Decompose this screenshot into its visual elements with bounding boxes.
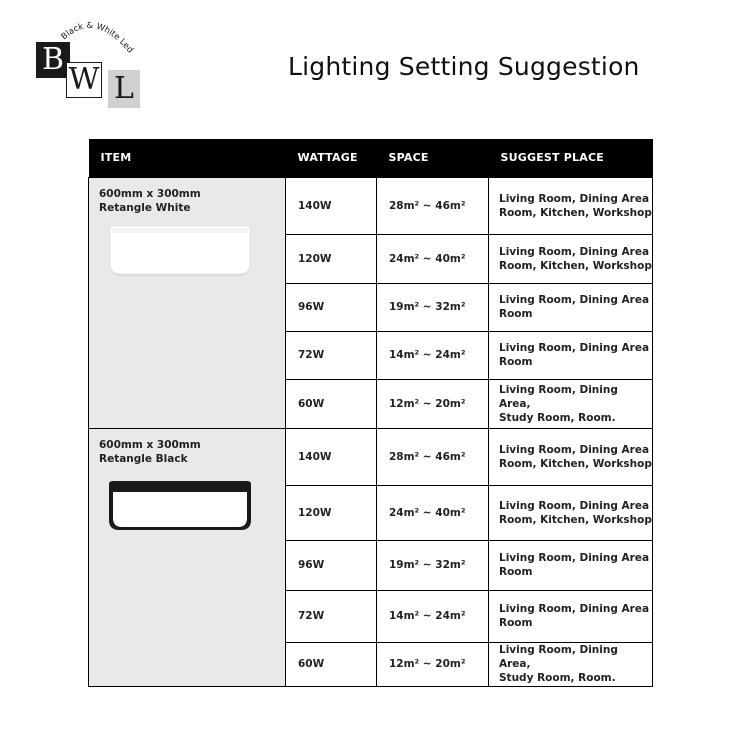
space-cell: 28m² ~ 46m² bbox=[377, 428, 489, 485]
suggest-place-line2: Study Room, Room. bbox=[499, 672, 616, 684]
wattage-cell: 72W bbox=[286, 331, 377, 379]
suggest-place-cell bbox=[489, 283, 653, 331]
space-cell: 19m² ~ 32m² bbox=[377, 283, 489, 331]
space-cell: 14m² ~ 24m² bbox=[377, 590, 489, 642]
logo-letter-b: B bbox=[36, 42, 70, 78]
header-space: SPACE bbox=[377, 139, 489, 177]
suggest-place-line2: Room bbox=[499, 617, 533, 629]
suggest-place-line1: Living Room, Dining Area bbox=[499, 342, 650, 354]
logo-letter-l: L bbox=[108, 70, 140, 108]
table-row bbox=[89, 177, 653, 234]
suggest-place-cell bbox=[489, 428, 653, 485]
table-row bbox=[89, 428, 653, 485]
item-name-line1: 600mm x 300mm bbox=[99, 438, 201, 451]
suggest-place-cell bbox=[489, 379, 653, 428]
header-item: ITEM bbox=[89, 139, 286, 177]
logo-letter-w: W bbox=[66, 62, 102, 98]
header-suggest-place: SUGGEST PLACE bbox=[489, 139, 653, 177]
space-cell: 12m² ~ 20m² bbox=[377, 642, 489, 686]
suggest-place-line2: Room, Kitchen, Workshop bbox=[499, 513, 652, 526]
space-cell: 14m² ~ 24m² bbox=[377, 331, 489, 379]
space-cell: 12m² ~ 20m² bbox=[377, 379, 489, 428]
suggest-place-cell bbox=[489, 642, 653, 686]
wattage-cell: 140W bbox=[286, 428, 377, 485]
table-header-row bbox=[89, 139, 653, 177]
suggest-place-cell bbox=[489, 331, 653, 379]
suggest-place-line2: Room bbox=[499, 308, 533, 320]
suggest-place-line1: Living Room, Dining Area bbox=[499, 294, 650, 306]
suggest-place-line1: Living Room, Dining Area bbox=[499, 603, 650, 615]
suggest-place-cell bbox=[489, 540, 653, 590]
suggest-place-cell bbox=[489, 590, 653, 642]
wattage-cell: 140W bbox=[286, 177, 377, 234]
suggest-place-line1: Living Room, Dining Area bbox=[499, 245, 650, 258]
wattage-cell: 96W bbox=[286, 540, 377, 590]
wattage-cell: 60W bbox=[286, 379, 377, 428]
wattage-cell: 120W bbox=[286, 234, 377, 283]
suggest-place-line1: Living Room, Dining Area bbox=[499, 443, 650, 456]
suggest-place-line2: Study Room, Room. bbox=[499, 411, 616, 424]
item-name-line2: Retangle White bbox=[99, 201, 191, 214]
wattage-cell: 72W bbox=[286, 590, 377, 642]
brand-logo bbox=[36, 18, 146, 113]
suggest-place-line2: Room, Kitchen, Workshop bbox=[499, 206, 652, 219]
suggest-place-line2: Room, Kitchen, Workshop bbox=[499, 259, 652, 272]
item-name-line1: 600mm x 300mm bbox=[99, 187, 201, 200]
space-cell: 28m² ~ 46m² bbox=[377, 177, 489, 234]
space-cell: 24m² ~ 40m² bbox=[377, 234, 489, 283]
suggest-place-cell bbox=[489, 234, 653, 283]
suggest-place-line1: Living Room, Dining Area, bbox=[499, 383, 618, 410]
suggest-place-line1: Living Room, Dining Area bbox=[499, 499, 650, 512]
wattage-cell: 60W bbox=[286, 642, 377, 686]
wattage-cell: 96W bbox=[286, 283, 377, 331]
item-cell bbox=[89, 177, 286, 428]
black-panel-light-image bbox=[107, 480, 253, 535]
suggest-place-line2: Room bbox=[499, 356, 533, 368]
suggest-place-line2: Room, Kitchen, Workshop bbox=[499, 457, 652, 470]
lighting-table bbox=[88, 139, 652, 687]
item-cell bbox=[89, 428, 286, 686]
svg-text:Black & White Led: Black & White Led bbox=[59, 21, 135, 56]
suggest-place-cell bbox=[489, 177, 653, 234]
header-wattage: WATTAGE bbox=[286, 139, 377, 177]
space-cell: 24m² ~ 40m² bbox=[377, 485, 489, 540]
suggest-place-line2: Room bbox=[499, 566, 533, 578]
white-panel-light-image bbox=[107, 225, 253, 280]
suggest-place-line1: Living Room, Dining Area, bbox=[499, 644, 618, 670]
suggest-place-line1: Living Room, Dining Area bbox=[499, 192, 650, 205]
space-cell: 19m² ~ 32m² bbox=[377, 540, 489, 590]
suggest-place-cell bbox=[489, 485, 653, 540]
item-name-line2: Retangle Black bbox=[99, 452, 188, 465]
suggest-place-line1: Living Room, Dining Area bbox=[499, 552, 650, 564]
page-title: Lighting Setting Suggestion bbox=[288, 52, 640, 81]
wattage-cell: 120W bbox=[286, 485, 377, 540]
